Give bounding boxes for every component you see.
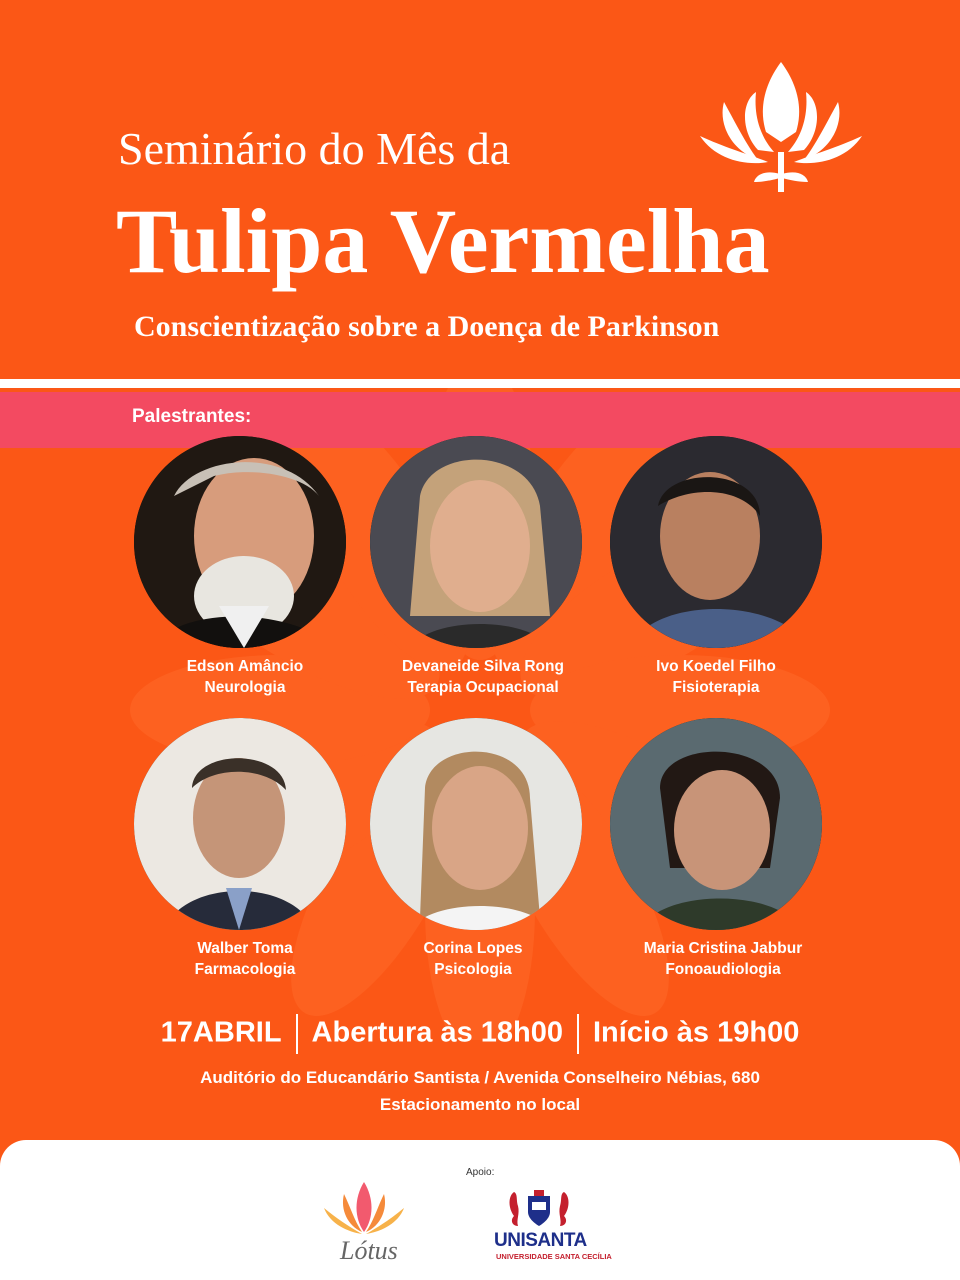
- speaker-role: Fonoaudiologia: [665, 961, 781, 978]
- speaker-role: Psicologia: [434, 961, 512, 978]
- unisanta-crest-icon: [494, 1186, 584, 1230]
- speaker-name: Edson Amâncio: [186, 658, 304, 675]
- speaker-4-caption: [115, 938, 375, 980]
- speaker-role: Terapia Ocupacional: [407, 679, 559, 696]
- separator: [296, 1014, 298, 1054]
- speaker-name: Devaneide Silva Rong: [402, 658, 564, 675]
- speaker-name: Maria Cristina Jabbur: [643, 940, 803, 957]
- separator: [577, 1014, 579, 1054]
- speaker-name: Walber Toma: [197, 940, 293, 957]
- speaker-photo-5: [370, 718, 582, 930]
- event-location: [0, 1064, 960, 1118]
- support-label: Apoio:: [466, 1167, 495, 1178]
- event-opening: Abertura às 18h00: [311, 1016, 563, 1049]
- event-address: Auditório do Educandário Santista / Avenida Conselheiro Nébias, 680: [200, 1068, 760, 1087]
- speaker-role: Neurologia: [204, 679, 286, 696]
- speaker-photo-2: [370, 436, 582, 648]
- speaker-photo-4: [134, 718, 346, 930]
- speaker-role: Fisioterapia: [672, 679, 760, 696]
- speakers-label: Palestrantes:: [132, 406, 252, 427]
- speaker-photo-1: [134, 436, 346, 648]
- event-schedule: [0, 1014, 960, 1054]
- title-line-1: Seminário do Mês da: [118, 123, 511, 174]
- event-parking: Estacionamento no local: [379, 1095, 581, 1114]
- speaker-3-caption: [586, 656, 846, 698]
- speaker-role: Farmacologia: [194, 961, 296, 978]
- speaker-6-caption: [593, 938, 853, 980]
- speaker-5-caption: [343, 938, 603, 980]
- lotus-logo-icon: [316, 1180, 412, 1240]
- divider-line: [0, 379, 960, 388]
- event-date: 17ABRIL: [160, 1016, 282, 1049]
- speaker-2-caption: [353, 656, 613, 698]
- title-main: Tulipa Vermelha: [116, 190, 770, 292]
- speaker-name: Corina Lopes: [423, 940, 523, 957]
- speaker-photo-3: [610, 436, 822, 648]
- speaker-photo-6: [610, 718, 822, 930]
- speaker-1-caption: [115, 656, 375, 698]
- speaker-name: Ivo Koedel Filho: [656, 658, 776, 675]
- unisanta-subtitle: UNIVERSIDADE SANTA CECÍLIA: [496, 1252, 612, 1261]
- unisanta-logo-text: UNISANTA: [494, 1230, 587, 1251]
- lotus-flower-icon: [696, 52, 866, 202]
- lotus-logo-text: Lótus: [340, 1236, 398, 1265]
- footer: [0, 1140, 960, 1280]
- event-start: Início às 19h00: [593, 1016, 800, 1049]
- subtitle: Conscientização sobre a Doença de Parkinson: [134, 310, 720, 343]
